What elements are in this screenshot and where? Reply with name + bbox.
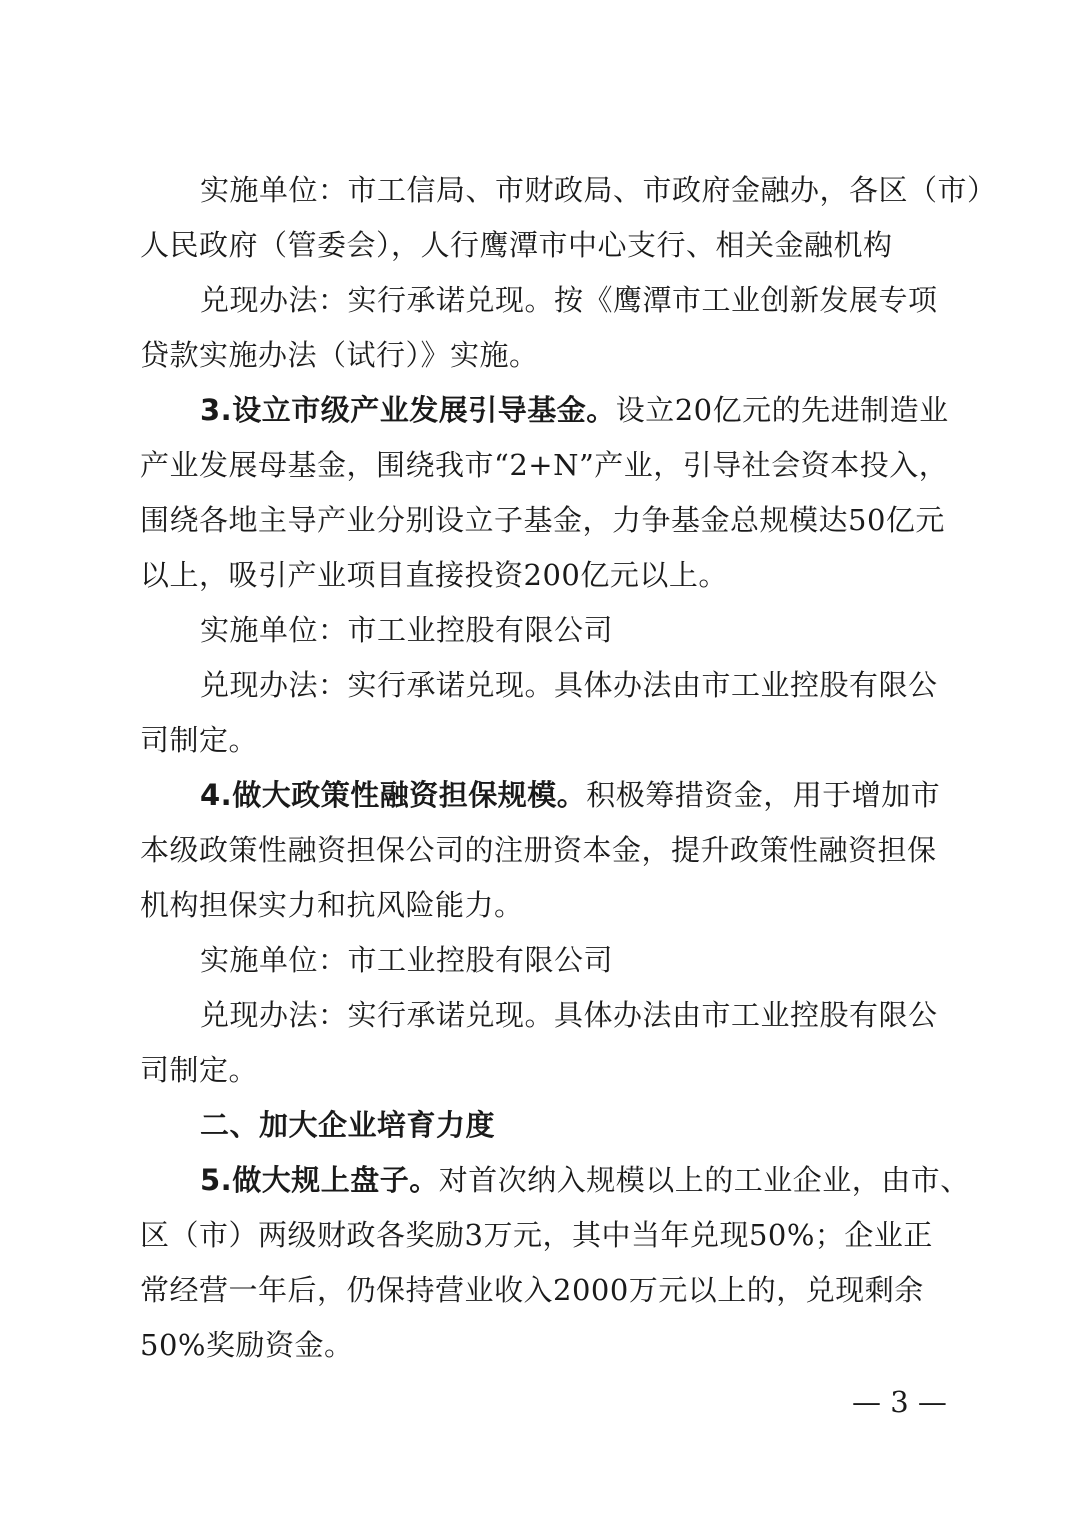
- page-number: — 3 —: [852, 1385, 947, 1419]
- item-3-title: 3.设立市级产业发展引导基金。: [200, 393, 616, 427]
- item-5-line-3: 常经营一年后，仍保持营业收入2000万元以上的，兑现剩余: [140, 1273, 924, 1307]
- item-3-line-1-text: 设立20亿元的先进制造业: [615, 393, 949, 427]
- item-3-implementing-unit: 实施单位：市工业控股有限公司: [200, 613, 614, 647]
- paragraph-implementing-units-line-2: 人民政府（管委会），人行鹰潭市中心支行、相关金融机构: [140, 228, 893, 262]
- section-2-heading: 二、加大企业培育力度: [200, 1108, 496, 1142]
- item-5-line-1-text: 对首次纳入规模以上的工业企业，由市、: [438, 1163, 970, 1197]
- item-4-line-1-text: 积极筹措资金，用于增加市: [586, 778, 941, 812]
- item-5-title: 5.做大规上盘子。: [200, 1163, 439, 1197]
- item-3-method-line-2: 司制定。: [140, 723, 259, 757]
- item-3-line-4: 以上，吸引产业项目直接投资200亿元以上。: [140, 558, 728, 592]
- item-3-line-2: 产业发展母基金，围绕我市“2+N”产业，引导社会资本投入，: [140, 448, 949, 482]
- item-3-line-1: [200, 392, 949, 428]
- item-4-line-2: 本级政策性融资担保公司的注册资本金，提升政策性融资担保: [140, 833, 937, 867]
- paragraph-redemption-method-line-2: 贷款实施办法（试行）》实施。: [140, 338, 539, 372]
- item-4-method-line-2: 司制定。: [140, 1053, 259, 1087]
- paragraph-implementing-units-line-1: 实施单位：市工信局、市财政局、市政府金融办，各区（市）: [200, 173, 997, 207]
- item-3-line-3: 围绕各地主导产业分别设立子基金，力争基金总规模达50亿元: [140, 503, 945, 537]
- item-4-line-1: [200, 777, 945, 813]
- item-4-line-3: 机构担保实力和抗风险能力。: [140, 888, 524, 922]
- item-4-title: 4.做大政策性融资担保规模。: [200, 778, 587, 812]
- paragraph-redemption-method-line-1: 兑现办法：实行承诺兑现。按《鹰潭市工业创新发展专项: [200, 283, 938, 317]
- item-4-method-line-1: 兑现办法：实行承诺兑现。具体办法由市工业控股有限公: [200, 998, 938, 1032]
- item-4-implementing-unit: 实施单位：市工业控股有限公司: [200, 943, 614, 977]
- item-5-line-4: 50%奖励资金。: [140, 1328, 354, 1362]
- item-5-line-1: [200, 1162, 970, 1198]
- item-5-line-2: 区（市）两级财政各奖励3万元，其中当年兑现50%；企业正: [140, 1218, 933, 1252]
- item-3-method-line-1: 兑现办法：实行承诺兑现。具体办法由市工业控股有限公: [200, 668, 938, 702]
